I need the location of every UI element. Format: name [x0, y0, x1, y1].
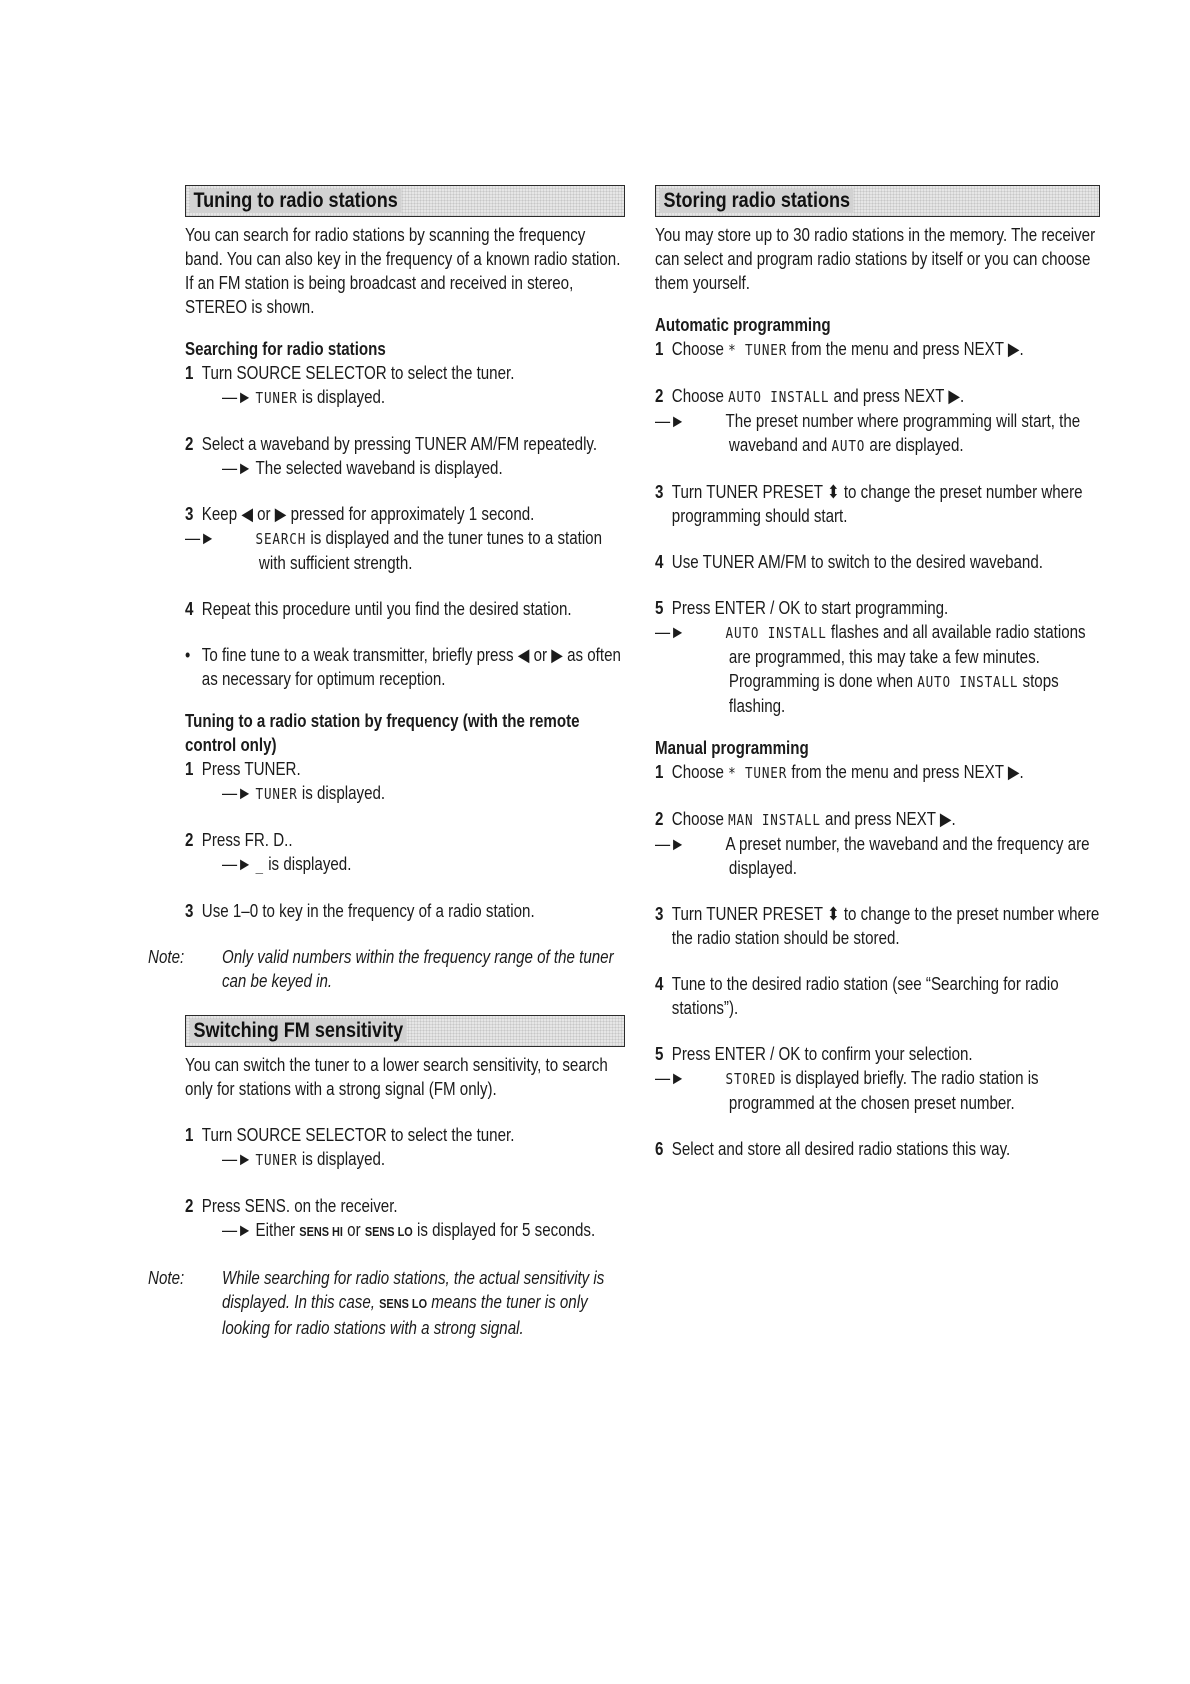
- fine-tune-bullet: • To fine tune to a weak transmitter, briefly press ◀ or ▶ as often as necessary for optimum reception.: [185, 645, 621, 689]
- auto-step-3: 3 Turn TUNER PRESET ⬍ to change the preset number where programming should start.: [655, 482, 1083, 526]
- search-heading: Searching for radio stations: [185, 339, 386, 359]
- section-banner-storing: [655, 185, 1100, 217]
- search-step-1: 1 Turn SOURCE SELECTOR to select the tuner. —► TUNER is displayed.: [185, 361, 625, 410]
- manual-step-5: 5 Press ENTER / OK to confirm your selection. —► STORED is displayed briefly. The radio station is programmed at the chosen preset number.: [655, 1044, 1039, 1113]
- search-step-2: 2 Select a waveband by pressing TUNER AM/FM repeatedly. —► The selected waveband is displayed.: [185, 432, 625, 480]
- search-step-1-result: —► TUNER is displayed.: [221, 387, 386, 407]
- storing-intro: You may store up to 30 radio stations in the memory. The receiver can select and program radio stations by itself or you can choose them yourself.: [655, 225, 1096, 293]
- auto-step-4: 4 Use TUNER AM/FM to switch to the desired waveband.: [655, 552, 1043, 572]
- sens-note: Note: While searching for radio stations, the actual sensitivity is displayed. In this case, SENS LO means the tuner is only looking for radio stations with a strong signal.: [148, 1268, 605, 1338]
- freq-step-1: 1 Press TUNER. —► TUNER is displayed.: [185, 759, 386, 803]
- search-step-3: 3 Keep ◀ or ▶ pressed for approximately 1 second. —► SEARCH is displayed and the tuner tunes to a station with sufficient strength.: [185, 502, 625, 575]
- sens-step-2: 2 Press SENS. on the receiver. —► Either SENS HI or SENS LO is displayed for 5 seconds.: [185, 1196, 596, 1240]
- manual-step-3: 3 Turn TUNER PRESET ⬍ to change to the preset number where the radio station should be stored.: [655, 904, 1100, 948]
- freq-step-3: 3 Use 1–0 to key in the frequency of a radio station.: [185, 901, 535, 921]
- sens-intro: You can switch the tuner to a lower search sensitivity, to search only for stations with a strong signal (FM only).: [185, 1055, 608, 1099]
- freq-note: Note: Only valid numbers within the frequency range of the tuner can be keyed in.: [148, 947, 614, 991]
- section-title-storing: Storing radio stations: [660, 189, 854, 213]
- auto-heading: Automatic programming: [655, 315, 831, 335]
- search-step-2-result: —► The selected waveband is displayed.: [221, 458, 503, 478]
- left-column: [148, 185, 625, 1340]
- right-column: [655, 185, 1100, 1161]
- auto-step-2: 2 Choose AUTO INSTALL and press NEXT ▶. —► The preset number where programming will start, the waveband and AUTO are displayed.: [655, 386, 1081, 455]
- sens-step-1: 1 Turn SOURCE SELECTOR to select the tuner. —► TUNER is displayed.: [185, 1125, 515, 1169]
- tuning-body: [148, 223, 625, 993]
- manual-step-2: 2 Choose MAN INSTALL and press NEXT ▶. —► A preset number, the waveband and the frequency are displayed.: [655, 809, 1090, 878]
- section-banner-sens: [185, 1015, 625, 1047]
- search-step-4: 4 Repeat this procedure until you find the desired station.: [185, 599, 572, 619]
- search-step-3-result: —► SEARCH is displayed and the tuner tunes to a station with sufficient strength.: [185, 528, 603, 573]
- sens-body: [148, 1053, 625, 1340]
- section-title-sens: Switching FM sensitivity: [190, 1019, 407, 1043]
- manual-heading: Manual programming: [655, 738, 809, 758]
- freq-heading: Tuning to a radio station by frequency (with the remote control only): [185, 711, 580, 755]
- freq-step-2: 2 Press FR. D.. —► _ is displayed.: [185, 830, 352, 874]
- storing-body: [655, 223, 1100, 1161]
- tuning-intro: You can search for radio stations by scanning the frequency band. You can also key in the frequency of a known radio station. If an FM station is being broadcast and received in stereo, STEREO is shown.: [185, 225, 621, 317]
- section-title-tuning: Tuning to radio stations: [190, 189, 401, 213]
- manual-step-6: 6 Select and store all desired radio stations this way.: [655, 1139, 1011, 1159]
- auto-step-5: 5 Press ENTER / OK to start programming. —► AUTO INSTALL flashes and all available radio stations are programmed, this may take a few minutes. Programming is done when AUTO INSTALL stops flashing.: [655, 598, 1086, 716]
- manual-step-4: 4 Tune to the desired radio station (see “Searching for radio stations”).: [655, 974, 1059, 1018]
- auto-step-1: 1 Choose * TUNER from the menu and press NEXT ▶.: [655, 339, 1024, 359]
- manual-step-1: 1 Choose * TUNER from the menu and press NEXT ▶.: [655, 762, 1024, 782]
- section-banner-tuning: [185, 185, 625, 217]
